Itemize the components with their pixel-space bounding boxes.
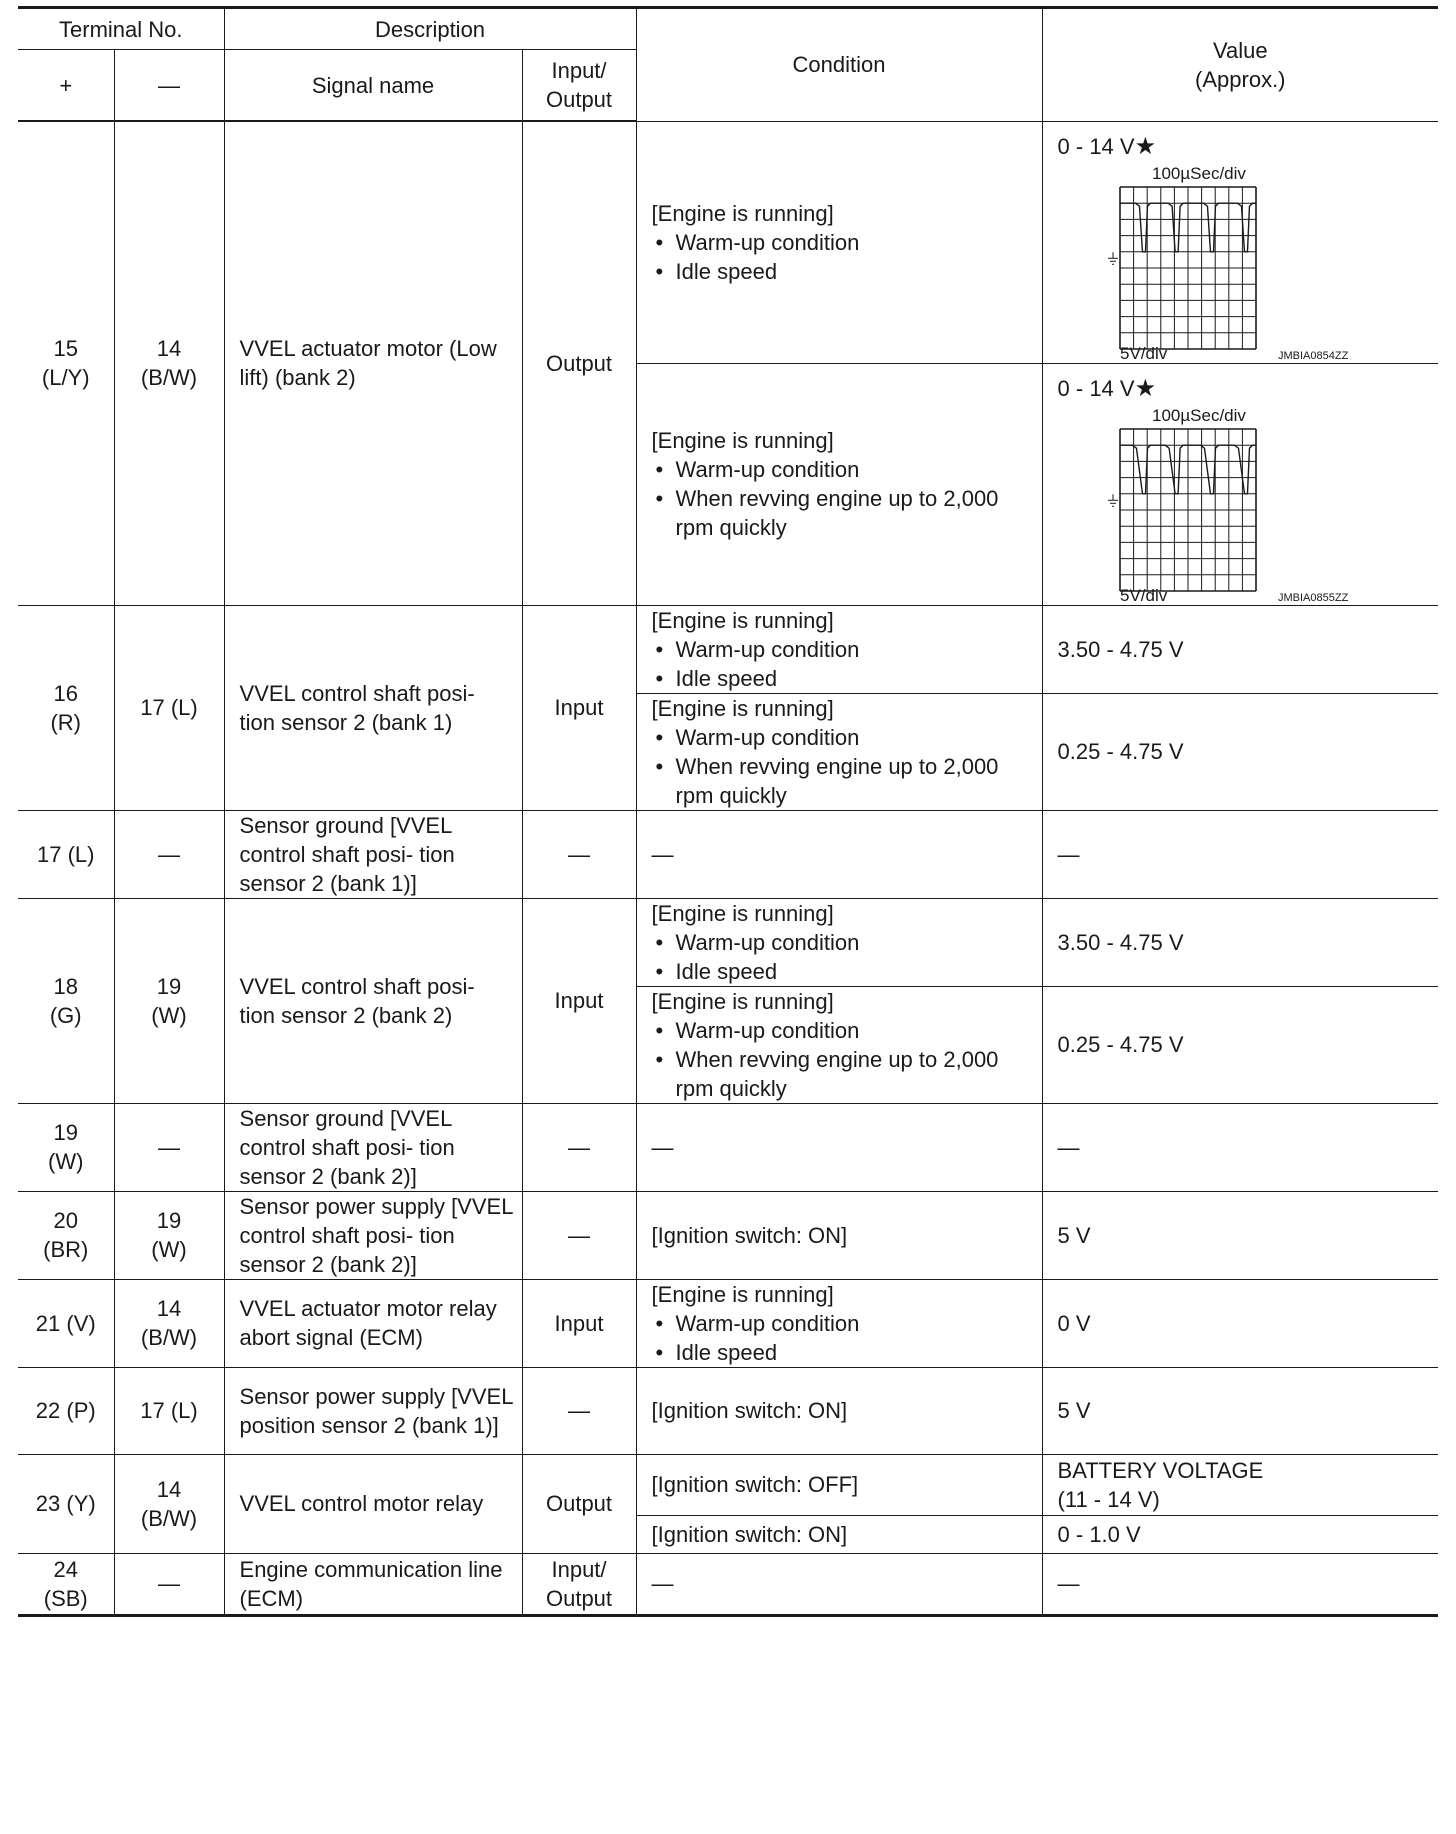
- condition-head: —: [651, 1571, 674, 1596]
- figure-code: JMBIA0855ZZ: [1277, 591, 1348, 604]
- condition-head: [Engine is running]: [651, 200, 834, 226]
- terminal-plus: [18, 1367, 114, 1454]
- condition-bullets: [652, 228, 1034, 286]
- condition-bullet: • Idle speed: [652, 957, 1034, 986]
- input-output: [522, 898, 636, 1103]
- terminal-plus-text: 17 (L): [37, 841, 95, 867]
- header-terminal-no: Terminal No.: [18, 8, 224, 50]
- table-row: [18, 605, 1438, 693]
- condition-cell: [636, 1279, 1042, 1367]
- table-row: [18, 1454, 1438, 1515]
- condition-bullet: • Warm-up condition: [652, 1309, 1034, 1338]
- value-cell: [1042, 898, 1438, 986]
- terminal-plus: [18, 121, 114, 605]
- input-output-text: Output: [545, 350, 613, 376]
- terminal-minus-text: —: [158, 1134, 180, 1160]
- condition-bullet: • Warm-up condition: [652, 455, 1034, 484]
- condition-bullet: • Warm-up condition: [652, 928, 1034, 957]
- input-output-text: Output: [545, 1491, 613, 1516]
- input-output-text: Input: [554, 988, 604, 1013]
- terminal-minus-text: 19 (W): [151, 973, 187, 1028]
- terminal-minus-text: —: [158, 841, 180, 867]
- ecm-terminal-spec-table: [18, 6, 1438, 1617]
- value-cell: [1042, 1515, 1438, 1553]
- input-output: [522, 1454, 636, 1553]
- terminal-plus: [18, 1191, 114, 1279]
- scope-voltage-division: 5V/div: [1119, 585, 1167, 605]
- terminal-minus-text: 14 (B/W): [140, 336, 198, 391]
- table-row: [18, 1279, 1438, 1367]
- condition-cell: [636, 1367, 1042, 1454]
- terminal-plus: [18, 810, 114, 898]
- table-body: [18, 121, 1438, 1615]
- input-output: [522, 605, 636, 810]
- condition-head: [Engine is running]: [651, 607, 834, 633]
- input-output-text: —: [568, 841, 591, 867]
- header-value: Value (Approx.): [1042, 8, 1438, 122]
- condition-head: [Engine is running]: [651, 900, 834, 926]
- terminal-plus-text: 22 (P): [35, 1398, 96, 1423]
- value-cell: [1042, 1279, 1438, 1367]
- condition-bullet: • Warm-up condition: [652, 635, 1034, 664]
- input-output: [522, 1103, 636, 1191]
- terminal-plus-text: 16 (R): [50, 680, 82, 735]
- condition-head: [Ignition switch: ON]: [651, 1222, 848, 1248]
- terminal-minus: [114, 1454, 224, 1553]
- value-text: 0 - 14 V: [1057, 375, 1135, 401]
- terminal-minus-text: 19 (W): [151, 1208, 187, 1262]
- condition-cell: [636, 1515, 1042, 1553]
- signal-name: VVEL actuator motor (Low lift) (bank 2): [224, 121, 522, 605]
- terminal-minus: [114, 121, 224, 605]
- condition-bullet: • Idle speed: [652, 257, 1034, 286]
- value-cell: [1042, 810, 1438, 898]
- table-row: [18, 898, 1438, 986]
- star-icon: ★: [1134, 374, 1157, 402]
- condition-cell: [636, 1454, 1042, 1515]
- terminal-minus: [114, 1191, 224, 1279]
- value-text: 3.50 - 4.75 V: [1057, 929, 1184, 955]
- condition-cell: [636, 898, 1042, 986]
- condition-bullet: • Warm-up condition: [652, 228, 1034, 257]
- value-text: 0 - 1.0 V: [1057, 1521, 1141, 1547]
- terminal-plus: [18, 1279, 114, 1367]
- terminal-minus-text: 17 (L): [140, 695, 198, 720]
- table-row: [18, 1367, 1438, 1454]
- terminal-table-container: [18, 6, 1438, 1617]
- value-text: 0.25 - 4.75 V: [1057, 1032, 1184, 1057]
- signal-name: VVEL control shaft posi- tion sensor 2 (bank 2): [224, 898, 522, 1103]
- condition-head: [Ignition switch: ON]: [651, 1398, 848, 1423]
- star-icon: ★: [1134, 132, 1157, 160]
- condition-bullets: [652, 455, 1034, 542]
- header-input-output: Input/ Output: [522, 50, 636, 122]
- terminal-plus-text: 19 (W): [48, 1120, 84, 1174]
- signal-name: VVEL control motor relay: [224, 1454, 522, 1553]
- condition-head: [Ignition switch: OFF]: [651, 1472, 859, 1497]
- input-output-text: Input: [554, 695, 604, 720]
- condition-bullet: • Idle speed: [652, 664, 1034, 693]
- terminal-plus-text: 23 (Y): [35, 1491, 96, 1516]
- terminal-plus: [18, 1454, 114, 1553]
- terminal-minus: [114, 1103, 224, 1191]
- terminal-minus: [114, 605, 224, 810]
- value-range-line: [1058, 374, 1439, 403]
- header-minus: —: [114, 50, 224, 122]
- input-output-text: Input/ Output: [545, 1556, 613, 1611]
- value-cell: [1042, 121, 1438, 363]
- signal-name: Engine communication line (ECM): [224, 1553, 522, 1615]
- input-output: [522, 1553, 636, 1615]
- condition-cell: [636, 605, 1042, 693]
- terminal-plus: [18, 605, 114, 810]
- value-cell: [1042, 1103, 1438, 1191]
- condition-cell: [636, 693, 1042, 810]
- terminal-plus-text: 15 (L/Y): [41, 336, 90, 391]
- condition-bullets: [652, 723, 1034, 810]
- value-text: —: [1057, 1571, 1080, 1596]
- terminal-minus-text: 14 (B/W): [140, 1296, 198, 1350]
- condition-bullet: • When revving engine up to 2,000 rpm quickly: [652, 484, 1034, 542]
- input-output: [522, 810, 636, 898]
- signal-name: Sensor ground [VVEL control shaft posi- tion sensor 2 (bank 2)]: [224, 1103, 522, 1191]
- terminal-minus: [114, 1553, 224, 1615]
- value-range-line: [1058, 132, 1439, 161]
- condition-cell: [636, 363, 1042, 605]
- condition-head: [Engine is running]: [651, 988, 834, 1014]
- value-text: 3.50 - 4.75 V: [1057, 636, 1184, 662]
- value-cell: [1042, 1367, 1438, 1454]
- value-text: 0 V: [1057, 1310, 1091, 1336]
- scope-voltage-division: 5V/div: [1119, 343, 1167, 363]
- terminal-plus-text: 21 (V): [35, 1310, 96, 1336]
- input-output-text: —: [568, 1134, 591, 1160]
- terminal-plus-text: 20 (BR): [43, 1208, 89, 1262]
- condition-cell: [636, 810, 1042, 898]
- input-output-text: —: [568, 1398, 591, 1423]
- input-output: [522, 121, 636, 605]
- input-output: [522, 1279, 636, 1367]
- signal-name: VVEL actuator motor relay abort signal (ECM): [224, 1279, 522, 1367]
- condition-head: —: [651, 1134, 674, 1160]
- header-plus: +: [18, 50, 114, 122]
- terminal-minus: [114, 810, 224, 898]
- terminal-minus: [114, 898, 224, 1103]
- condition-cell: [636, 1553, 1042, 1615]
- value-cell: [1042, 363, 1438, 605]
- terminal-plus: [18, 1553, 114, 1615]
- signal-name: Sensor power supply [VVEL position sensor 2 (bank 1)]: [224, 1367, 522, 1454]
- condition-bullets: [652, 1309, 1034, 1367]
- terminal-plus: [18, 898, 114, 1103]
- condition-cell: [636, 986, 1042, 1103]
- condition-bullet: • Warm-up condition: [652, 1016, 1034, 1045]
- condition-bullet: • When revving engine up to 2,000 rpm quickly: [652, 1045, 1034, 1103]
- condition-bullet: • When revving engine up to 2,000 rpm quickly: [652, 752, 1034, 810]
- value-cell: [1042, 1553, 1438, 1615]
- scope-time-division: 100µSec/div: [1151, 163, 1246, 183]
- header-signal-name: Signal name: [224, 50, 522, 122]
- condition-head: [Engine is running]: [651, 428, 834, 453]
- terminal-plus-text: 24 (SB): [43, 1556, 88, 1611]
- condition-bullets: [652, 1016, 1034, 1103]
- table-row: [18, 1553, 1438, 1615]
- figure-code: JMBIA0854ZZ: [1277, 349, 1348, 362]
- value-cell: [1042, 1191, 1438, 1279]
- oscilloscope-waveform: [1108, 163, 1358, 363]
- value-text: 0 - 14 V: [1057, 133, 1135, 159]
- condition-head: [Engine is running]: [651, 1281, 834, 1307]
- condition-head: —: [651, 841, 674, 867]
- condition-cell: [636, 121, 1042, 363]
- value-cell: [1042, 605, 1438, 693]
- table-row: [18, 1103, 1438, 1191]
- signal-name: VVEL control shaft posi- tion sensor 2 (bank 1): [224, 605, 522, 810]
- terminal-minus-text: 17 (L): [140, 1398, 198, 1423]
- value-text: 5 V: [1057, 1222, 1091, 1248]
- value-text: 0.25 - 4.75 V: [1057, 739, 1184, 764]
- scope-time-division: 100µSec/div: [1151, 405, 1246, 425]
- condition-cell: [636, 1103, 1042, 1191]
- terminal-minus-text: —: [158, 1571, 180, 1596]
- input-output-text: Input: [554, 1310, 604, 1336]
- oscilloscope-waveform: [1108, 405, 1358, 605]
- header-condition: Condition: [636, 8, 1042, 122]
- value-text: 5 V: [1057, 1398, 1091, 1423]
- input-output: [522, 1367, 636, 1454]
- input-output-text: —: [568, 1222, 591, 1248]
- terminal-minus-text: 14 (B/W): [140, 1476, 198, 1531]
- condition-bullets: [652, 635, 1034, 693]
- condition-bullets: [652, 928, 1034, 986]
- terminal-minus: [114, 1279, 224, 1367]
- terminal-minus: [114, 1367, 224, 1454]
- condition-cell: [636, 1191, 1042, 1279]
- condition-head: [Engine is running]: [651, 695, 834, 721]
- value-text: BATTERY VOLTAGE (11 - 14 V): [1057, 1457, 1264, 1512]
- condition-bullet: • Idle speed: [652, 1338, 1034, 1367]
- value-text: —: [1057, 841, 1080, 867]
- condition-bullet: • Warm-up condition: [652, 723, 1034, 752]
- header-description: Description: [224, 8, 636, 50]
- input-output: [522, 1191, 636, 1279]
- signal-name: Sensor power supply [VVEL control shaft posi- tion sensor 2 (bank 2)]: [224, 1191, 522, 1279]
- value-text: —: [1057, 1134, 1080, 1160]
- terminal-plus-text: 18 (G): [49, 973, 82, 1028]
- value-cell: [1042, 986, 1438, 1103]
- signal-name: Sensor ground [VVEL control shaft posi- tion sensor 2 (bank 1)]: [224, 810, 522, 898]
- value-cell: [1042, 693, 1438, 810]
- table-row: [18, 121, 1438, 363]
- table-row: [18, 810, 1438, 898]
- value-cell: [1042, 1454, 1438, 1515]
- condition-head: [Ignition switch: ON]: [651, 1521, 848, 1547]
- terminal-plus: [18, 1103, 114, 1191]
- table-row: [18, 1191, 1438, 1279]
